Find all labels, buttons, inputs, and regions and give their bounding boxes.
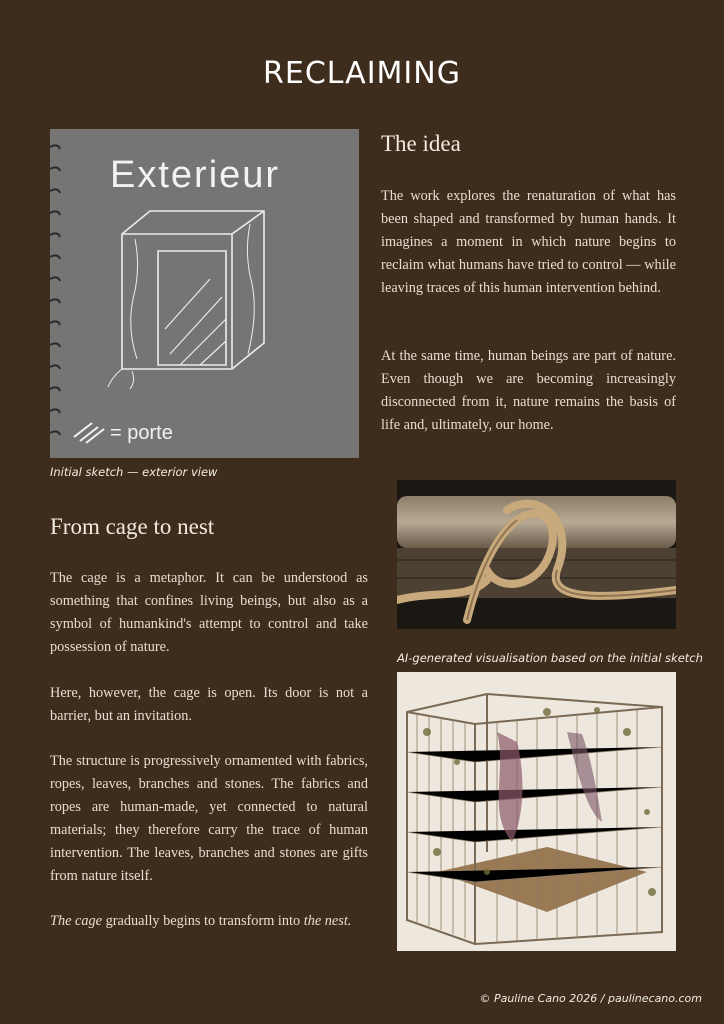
cage-paragraph-4-text: gradually begins to transform into	[102, 913, 304, 929]
page-title: RECLAIMING	[263, 56, 461, 91]
sketch-drawing	[50, 129, 359, 458]
ai-caption: AI-generated visualisation based on the initial sketch	[397, 651, 703, 665]
footer-copyright: © Pauline Cano 2026 / paulinecano.com	[479, 992, 702, 1005]
cage-heading: From cage to nest	[50, 514, 215, 539]
cage-paragraph-4	[50, 910, 368, 933]
rope-photo	[397, 480, 676, 629]
idea-heading: The idea	[381, 131, 461, 156]
idea-paragraph-2: At the same time, human beings are part of nature. Even though we are becoming increasingly disconnected from it, nature remains the basis of life and, ultimately, our home.	[381, 348, 676, 433]
nest-emphasis: the nest.	[303, 913, 352, 929]
sketch-image	[50, 129, 359, 458]
sketch-legend: = porte	[110, 422, 173, 444]
cage-illustration	[397, 672, 676, 951]
rope-illustration	[397, 480, 676, 629]
cage-paragraph-3: The structure is progressively ornamented with fabrics, ropes, leaves, branches and stones. The fabrics and ropes are human-made, yet connected to natural materials; they therefore carry the trace of human intervention. The leaves, branches and stones are gifts from nature itself.	[50, 753, 368, 884]
cage-paragraph-2: Here, however, the cage is open. Its door is not a barrier, but an invitation.	[50, 685, 368, 724]
sketch-caption: Initial sketch — exterior view	[50, 465, 218, 479]
sketch-heading: Exterieur	[110, 154, 281, 196]
cage-photo	[397, 672, 676, 951]
cage-paragraph-1: The cage is a metaphor. It can be understood as something that confines living beings, but also as a symbol of humankind's attempt to control and take possession of nature.	[50, 570, 368, 655]
idea-paragraph-1: The work explores the renaturation of what has been shaped and transformed by human hands. It imagines a moment in which nature begins to reclaim what humans have tried to control — while leaving traces of this human intervention behind.	[381, 188, 676, 296]
cage-emphasis: The cage	[50, 913, 103, 929]
